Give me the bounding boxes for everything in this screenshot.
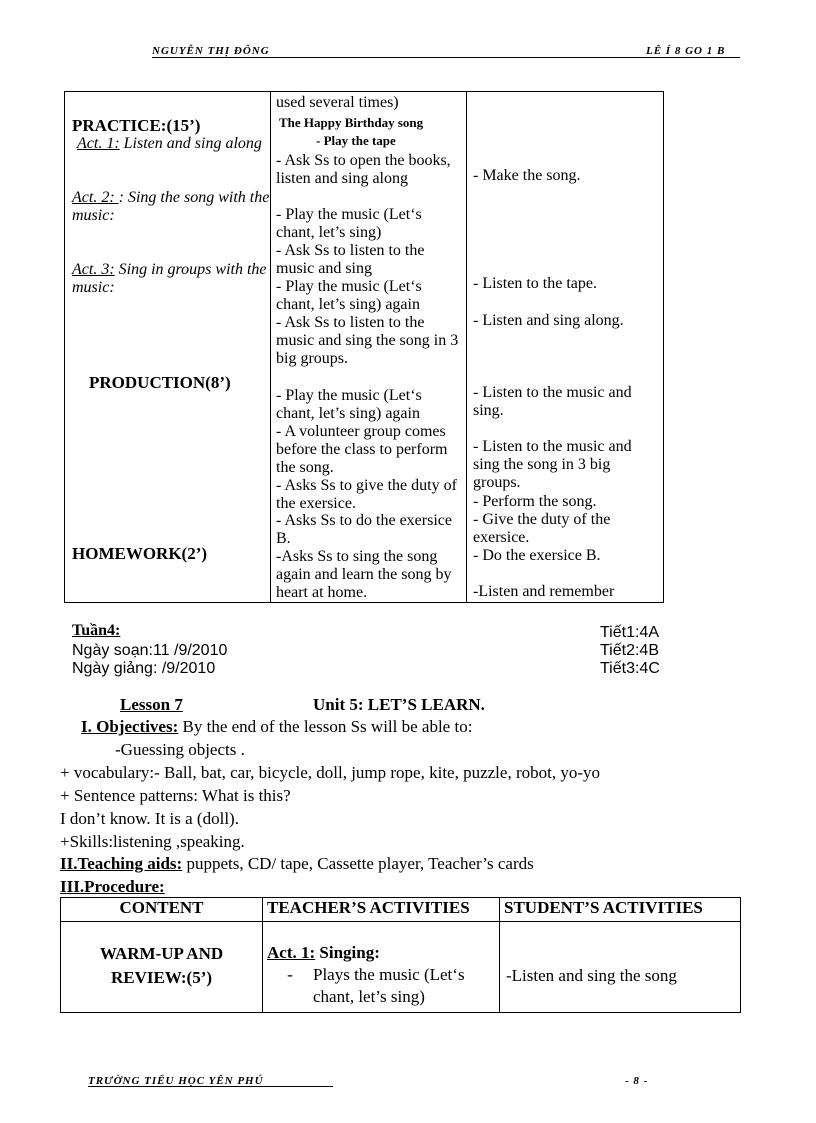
student-listen-music: - Listen to the music and sing. [473, 384, 632, 419]
procedure-table [60, 897, 741, 1013]
teacher-item-10: -Asks Ss to sing the song again and learn the song by heart at home. [276, 548, 452, 601]
teacher-item-3: - Ask Ss to listen to the music and sing [276, 242, 425, 277]
act2-text: : Sing the song with the music: [72, 189, 270, 224]
teacher-item-2: - Play the music (Let‘s chant, let’s sing) [276, 206, 422, 241]
teaching-aids [60, 853, 534, 875]
practice-heading: PRACTICE:(15’) [72, 116, 201, 135]
prep-date: Ngày soạn:11 /9/2010 [72, 642, 228, 659]
period-1: Tiết1:4A [600, 624, 659, 641]
act3 [72, 261, 272, 297]
student-listen-music3: - Listen to the music and sing the song in 3 big groups. [473, 438, 632, 491]
header-author: NGUYỄN THỊ ĐÔNG [152, 45, 270, 57]
student-listen-sing: - Listen and sing along. [473, 312, 624, 329]
sentence-label: + Sentence patterns: [60, 786, 198, 805]
teacher-item-8: - Asks Ss to give the duty of the exersice. [276, 477, 457, 512]
dont-know: I don’t know. It is a (doll). [60, 809, 239, 828]
student-remember: -Listen and remember [473, 583, 615, 600]
teacher-item-7: - A volunteer group comes before the class to perform the song. [276, 423, 448, 476]
lesson-label: Lesson 7 [120, 695, 183, 714]
act1-text: Listen and sing along [119, 135, 262, 152]
header-student: STUDENT’S ACTIVITIES [500, 898, 741, 922]
act3-label: Act. 3: [72, 261, 115, 278]
procedure-label: III.Procedure: [60, 877, 165, 896]
teacher-item-6: - Play the music (Let‘s chant, let’s sing) again [276, 387, 422, 422]
teacher-item-9: - Asks Ss to do the exersice B. [276, 512, 452, 547]
student-make: - Make the song. [473, 167, 581, 184]
teacher-line0: used several times) [276, 94, 399, 111]
sentence-patterns [60, 785, 291, 807]
student-listen-tape: - Listen to the tape. [473, 275, 597, 292]
student-perform: - Perform the song. [473, 493, 597, 510]
week-label: Tuần4: [72, 622, 121, 639]
play-tape: - Play the tape [316, 133, 396, 148]
period-3: Tiết3:4C [600, 660, 660, 677]
act1-label: Act. 1: [267, 943, 316, 962]
production-heading: PRODUCTION(8’) [89, 373, 231, 392]
act2 [72, 189, 272, 225]
objectives [81, 716, 472, 738]
teach-date: Ngày giảng: /9/2010 [72, 660, 216, 677]
content-column [65, 92, 271, 603]
student-give-duty: - Give the duty of the exersice. [473, 511, 611, 546]
teacher-item-5: - Ask Ss to listen to the music and sing the song in 3 big groups. [276, 314, 459, 367]
bullet-icon: - [287, 965, 293, 984]
vocab-label: + vocabulary:- [60, 763, 160, 782]
unit-title: Unit 5: LET’S LEARN. [313, 695, 485, 714]
teacher-item-4: - Play the music (Let‘s chant, let’s sing) again [276, 278, 422, 313]
footer-page-number: - 8 - [625, 1075, 649, 1087]
skills: +Skills:listening ,speaking. [60, 832, 245, 851]
student-cell: -Listen and sing the song [500, 922, 741, 1013]
student-do-ex: - Do the exersice B. [473, 547, 601, 564]
teacher-item-text: Plays the music (Let‘s chant, let’s sing) [313, 965, 465, 1006]
period-2: Tiết2:4B [600, 642, 659, 659]
aids-label: II.Teaching aids: [60, 854, 183, 873]
teacher-item [267, 964, 499, 1008]
act1-heading [267, 942, 499, 964]
warmup-cell: WARM-UP AND REVIEW:(5’) [61, 922, 263, 1013]
header-teacher: TEACHER’S ACTIVITIES [263, 898, 500, 922]
act2-label: Act. 2: [72, 189, 119, 206]
objectives-text: By the end of the lesson Ss will be able to: [178, 717, 473, 736]
act3-text: Sing in groups with the music: [72, 261, 267, 296]
header-class: LÊ Í 8 GO 1 B [646, 45, 726, 57]
vocabulary [60, 762, 600, 784]
objectives-label: I. Objectives: [81, 717, 179, 736]
homework-heading: HOMEWORK(2’) [72, 544, 208, 563]
song-title: The Happy Birthday song [279, 115, 424, 130]
footer-rule [88, 1086, 333, 1087]
sentence-text: What is this? [197, 786, 291, 805]
guessing: -Guessing objects . [115, 740, 245, 759]
act1-title: Singing: [315, 943, 380, 962]
teacher-cell [263, 922, 500, 1013]
vocab-text: Ball, bat, car, bicycle, doll, jump rope, kite, puzzle, robot, yo-yo [159, 763, 600, 782]
header-rule [152, 57, 740, 58]
teacher-item-1: - Ask Ss to open the books, listen and sing along [276, 152, 451, 187]
header-content: CONTENT [61, 898, 263, 922]
act1-label: Act. 1: [77, 135, 120, 152]
act1 [72, 135, 272, 153]
footer-school: TRƯỜNG TIỂU HỌC YÊN PHÚ [88, 1075, 264, 1087]
aids-text: puppets, CD/ tape, Cassette player, Teacher’s cards [182, 854, 534, 873]
